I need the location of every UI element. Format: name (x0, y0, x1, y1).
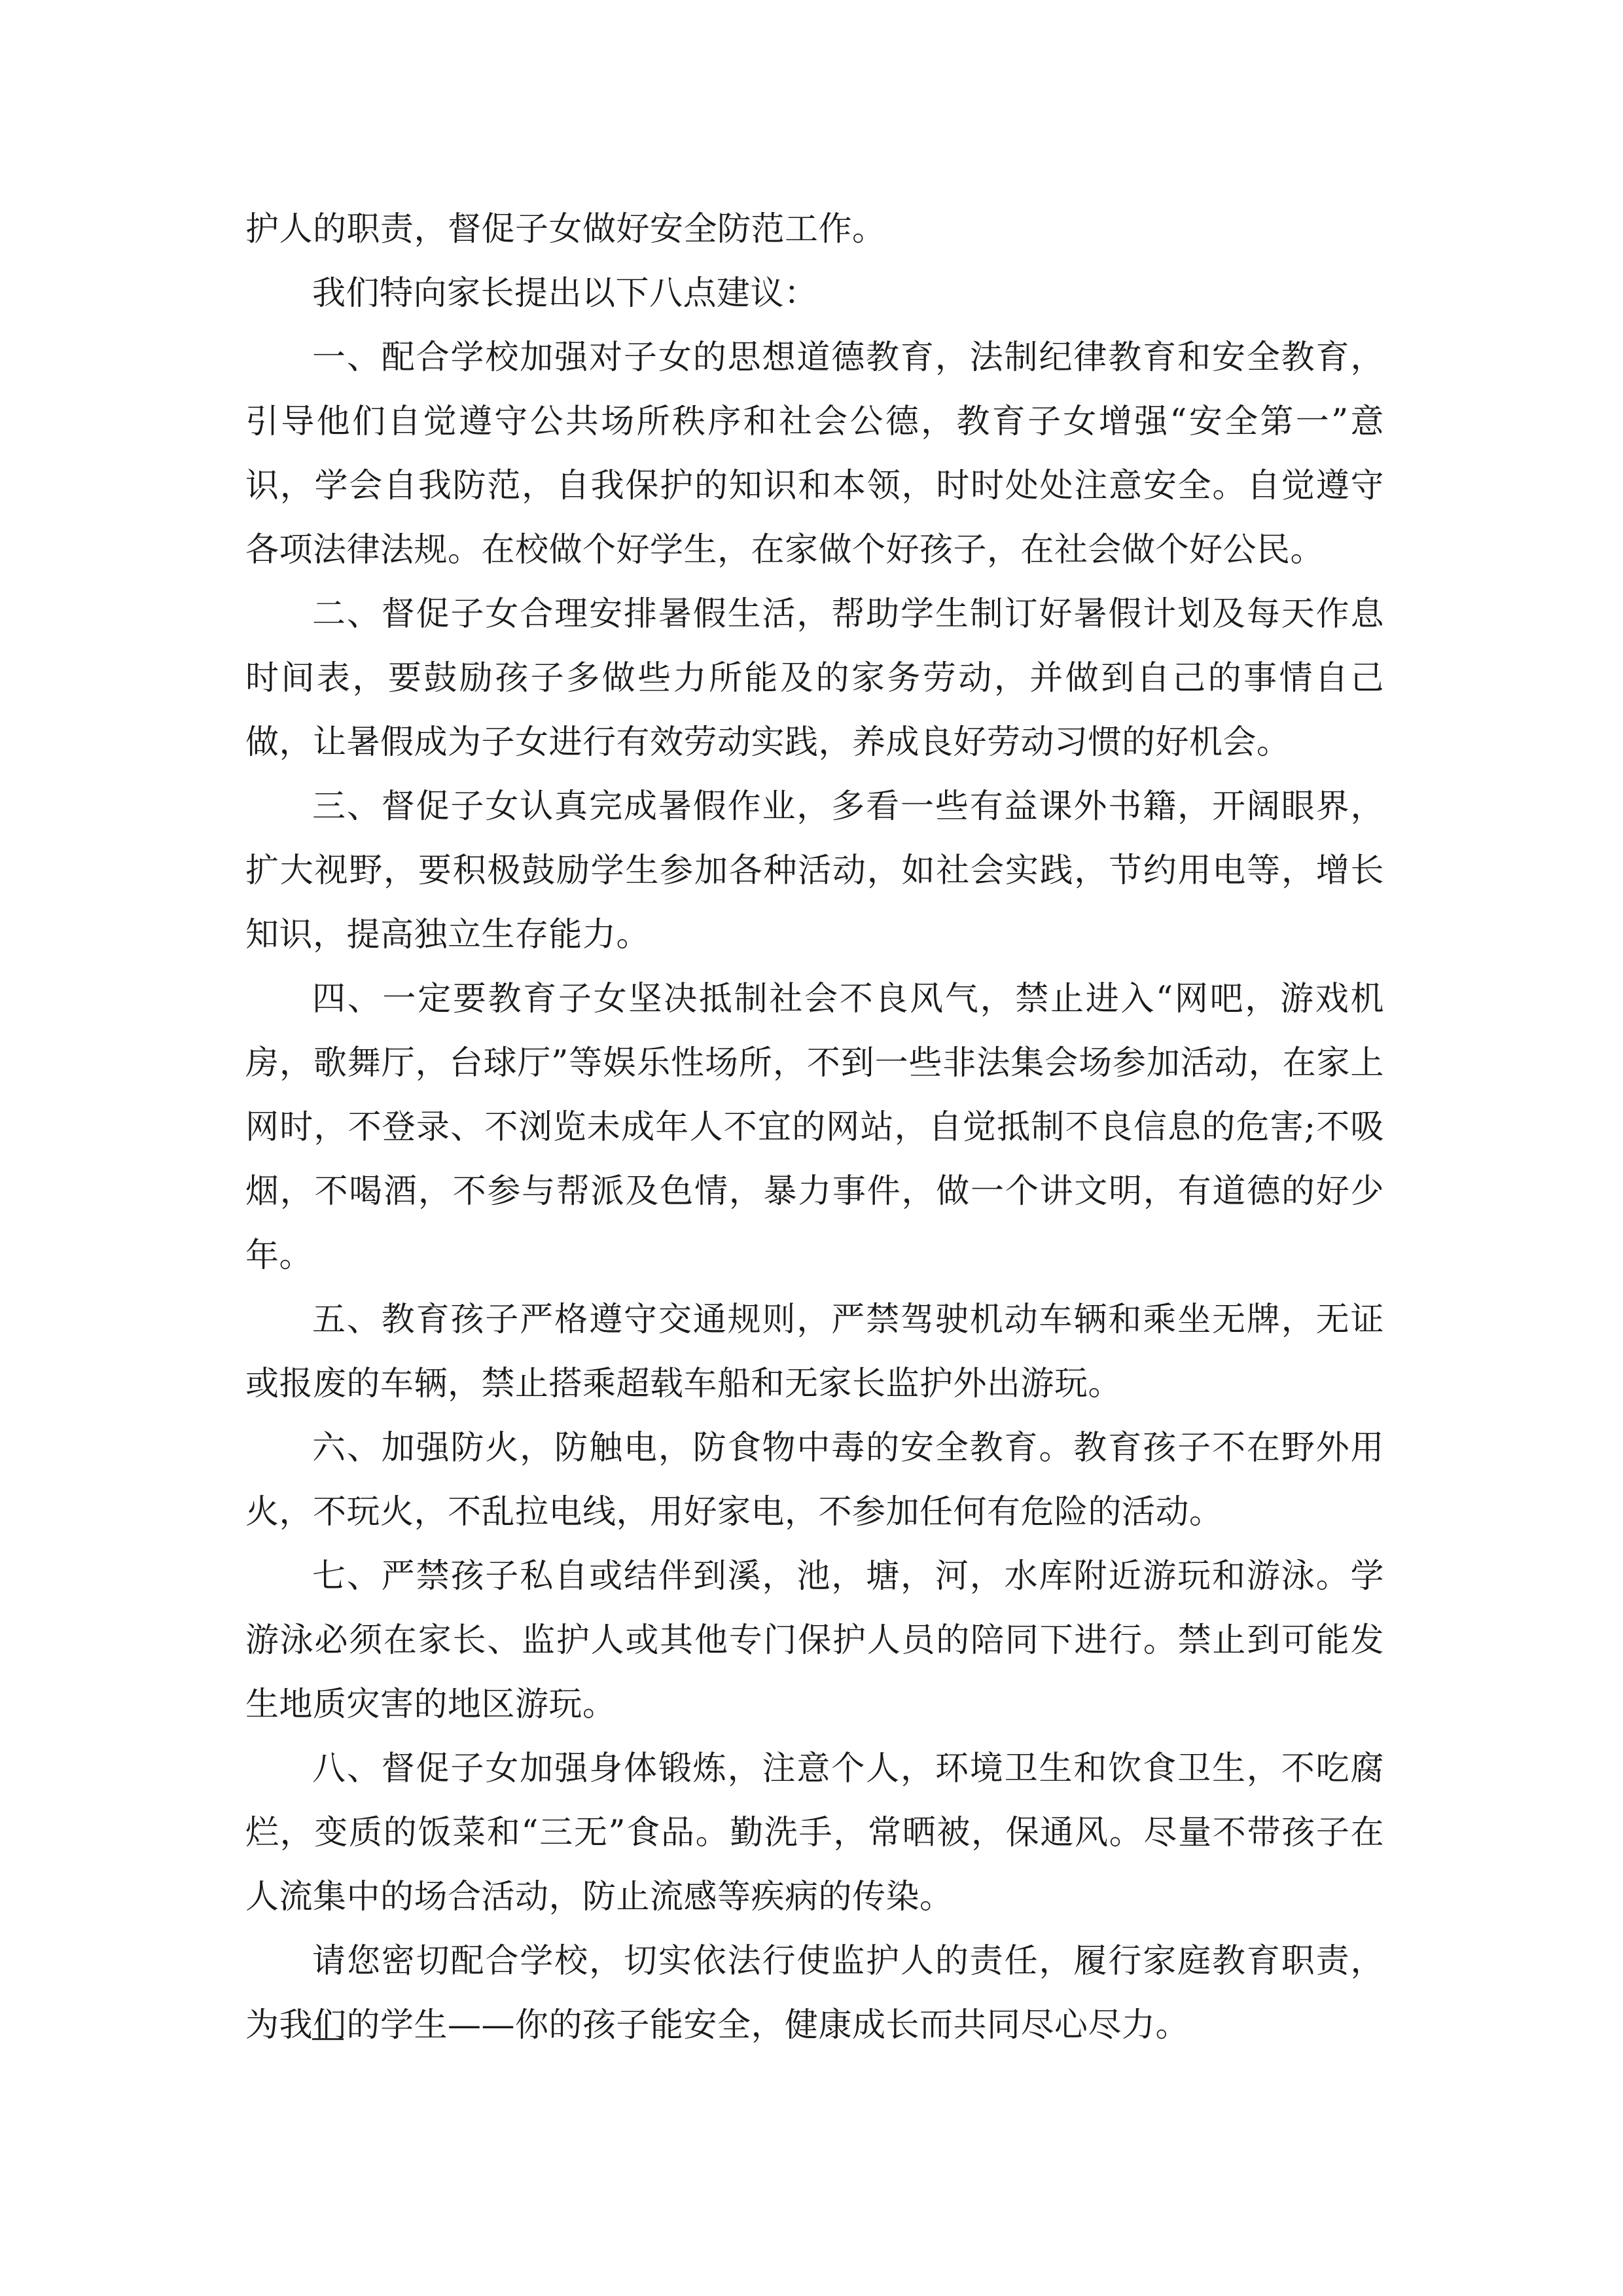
paragraph-continuation: 护人的职责，督促子女做好安全防范工作。 (245, 210, 886, 249)
paragraph-suggestion-2: 二、督促子女合理安排暑假生活，帮助学生制订好暑假计划及每天作息时间表，要鼓励孩子多做些力所能及的家务劳动，并做到自己的事情自己做，让暑假成为子女进行有效劳动实践，养成良好劳动习惯的好机会。 (245, 595, 1384, 762)
paragraph-suggestion-1: 一、配合学校加强对子女的思想道德教育，法制纪律教育和安全教育，引导他们自觉遵守公共场所秩序和社会公德，教育子女增强“安全第一”意识，学会自我防范，自我保护的知识和本领，时时处处注意安全。自觉遵守各项法律法规。在校做个好学生，在家做个好孩子，在社会做个好公民。 (245, 338, 1384, 569)
document-body (245, 198, 1384, 2058)
paragraph-suggestion-3: 三、督促子女认真完成暑假作业，多看一些有益课外书籍，开阔眼界，扩大视野，要积极鼓励学生参加各种活动，如社会实践，节约用电等，增长知识，提高独立生存能力。 (245, 787, 1384, 954)
paragraph-closing: 请您密切配合学校，切实依法行使监护人的责任，履行家庭教育职责，为我们的学生——你的孩子能安全，健康成长而共同尽心尽力。 (245, 1942, 1384, 2045)
paragraph-suggestion-5: 五、教育孩子严格遵守交通规则，严禁驾驶机动车辆和乘坐无牌，无证或报废的车辆，禁止搭乘超载车船和无家长监护外出游玩。 (245, 1300, 1384, 1403)
paragraph-suggestion-6: 六、加强防火，防触电，防食物中毒的安全教育。教育孩子不在野外用火，不玩火，不乱拉电线，用好家电，不参加任何有危险的活动。 (245, 1429, 1384, 1532)
divider-dash (312, 2038, 344, 2040)
paragraph-suggestion-8: 八、督促子女加强身体锻炼，注意个人，环境卫生和饮食卫生，不吃腐烂，变质的饭菜和“三无”食品。勤洗手，常晒被，保通风。尽量不带孩子在人流集中的场合活动，防止流感等疾病的传染。 (245, 1749, 1384, 1916)
paragraph-suggestion-4: 四、一定要教育子女坚决抵制社会不良风气，禁止进入“网吧，游戏机房，歌舞厅，台球厅”等娱乐性场所，不到一些非法集会场参加活动，在家上网时，不登录、不浏览未成年人不宜的网站，自觉抵制不良信息的危害;不吸烟，不喝酒，不参与帮派及色情，暴力事件，做一个讲文明，有道德的好少年。 (245, 980, 1384, 1275)
paragraph-suggestion-7: 七、严禁孩子私自或结伴到溪，池，塘，河，水库附近游玩和游泳。学游泳必须在家长、监护人或其他专门保护人员的陪同下进行。禁止到可能发生地质灾害的地区游玩。 (245, 1557, 1384, 1724)
paragraph-intro: 我们特向家长提出以下八点建议： (312, 274, 818, 313)
